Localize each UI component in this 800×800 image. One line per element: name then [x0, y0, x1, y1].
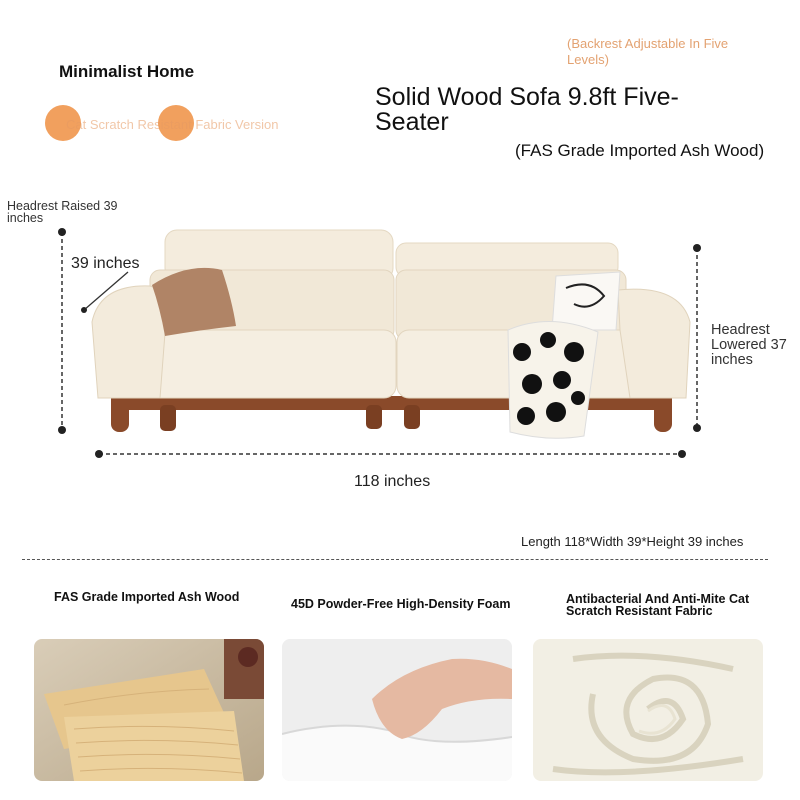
- seat-height-label: 39 inches: [71, 255, 140, 272]
- product-title: Solid Wood Sofa 9.8ft Five-Seater: [375, 83, 679, 136]
- version-label: Cat Scratch Resistant Fabric Version: [66, 117, 279, 132]
- headrest-raised-label: Headrest Raised 39 inches: [7, 199, 118, 225]
- headrest-lowered-label: Headrest Lowered 37 inches: [711, 322, 787, 368]
- backrest-note: (Backrest Adjustable In Five Levels): [567, 36, 729, 67]
- brand-name: Minimalist Home: [59, 62, 195, 81]
- wood-note: (FAS Grade Imported Ash Wood): [515, 141, 765, 160]
- feature-label-fabric: Antibacterial And Anti-Mite Cat Scratch Resistant Fabric: [566, 592, 750, 618]
- foam-photo: [282, 639, 512, 781]
- dimensions-summary: Length 118*Width 39*Height 39 inches: [521, 534, 744, 549]
- fabric-photo: [533, 639, 763, 781]
- width-label: 118 inches: [354, 473, 431, 490]
- feature-label-wood: FAS Grade Imported Ash Wood: [54, 590, 240, 604]
- divider: [22, 559, 768, 560]
- feature-label-foam: 45D Powder-Free High-Density Foam: [291, 597, 511, 611]
- ash-wood-photo: [34, 639, 264, 781]
